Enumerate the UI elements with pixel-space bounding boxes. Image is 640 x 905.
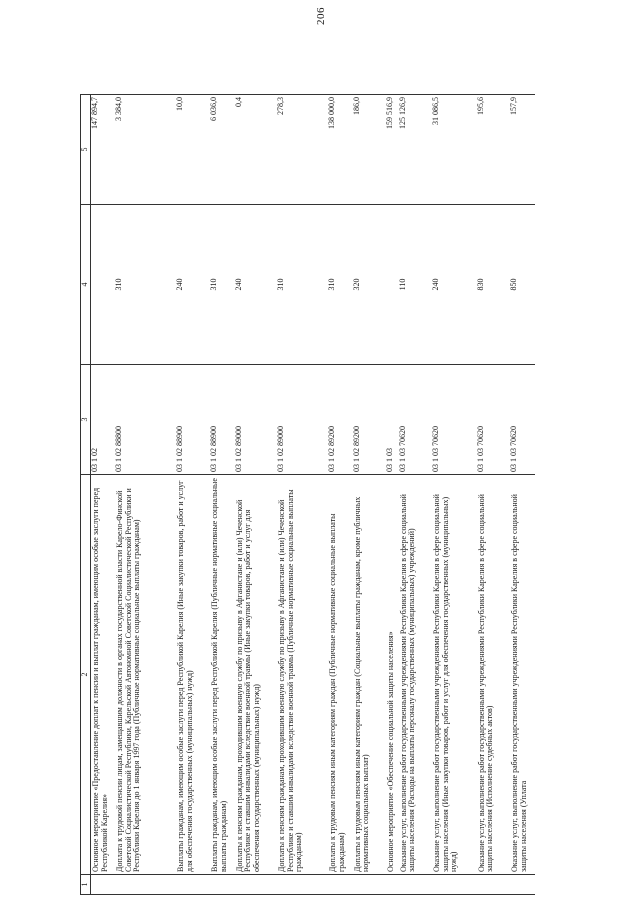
- row-index-cell: [176, 875, 210, 895]
- amount-cell: 157,9: [510, 95, 535, 205]
- amount-cell: 10,0: [176, 95, 210, 205]
- type-cell: 240: [176, 205, 210, 365]
- row-index-cell: [328, 875, 353, 895]
- amount-cell: 6 036,0: [210, 95, 235, 205]
- table-row: [115, 95, 176, 895]
- type-cell: 310: [328, 205, 353, 365]
- type-cell: 310: [210, 205, 235, 365]
- header-col-2: 2: [81, 475, 91, 875]
- description-cell: Доплаты к трудовым пенсиям иным категориям граждан (Социальные выплаты гражданам, кроме публичных нормативных социальных выплат): [353, 475, 387, 875]
- amount-cell: 138 000,0: [328, 95, 353, 205]
- code-cell: 03 1 02 88900: [176, 365, 210, 475]
- table-row: [235, 95, 277, 895]
- description-cell: Оказание услуг, выполнение работ государственными учреждениями Республики Карелия в сфере социальной защиты населения (Иные закупки товаров, работ и услуг для обеспечения государственных (муниципальных) нужд): [432, 475, 477, 875]
- code-cell: 03 1 02 89200: [353, 365, 387, 475]
- table-row: [176, 95, 210, 895]
- type-cell: [91, 205, 116, 365]
- amount-cell: 159 516,9: [386, 95, 398, 205]
- code-cell: 03 1 03: [386, 365, 398, 475]
- amount-cell: 0,4: [235, 95, 277, 205]
- table-row: [210, 95, 235, 895]
- type-cell: 850: [510, 205, 535, 365]
- page-number: 206: [315, 7, 327, 25]
- amount-cell: 278,3: [277, 95, 328, 205]
- row-index-cell: [277, 875, 328, 895]
- type-cell: 320: [353, 205, 387, 365]
- table-row: [353, 95, 387, 895]
- description-cell: Оказание услуг, выполнение работ государственными учреждениями Республики Карелия в сфере социальной защиты населения (Уплата: [510, 475, 535, 875]
- table-row: [277, 95, 328, 895]
- table-row: [510, 95, 535, 895]
- row-index-cell: [353, 875, 387, 895]
- description-cell: Доплата к трудовой пенсии лицам, замещавшим должности в органах государственной власти Карело-Финской Советской Социалистической Республики, Карельской Автономной Советской Социалистической Республики и Республики Карелия до 1 января 1997 года (Публичные нормативные социальные выплаты гражданам): [115, 475, 176, 875]
- code-cell: 03 1 02 88800: [115, 365, 176, 475]
- description-cell: Выплаты гражданам, имеющим особые заслуги перед Республикой Карелия (Публичные нормативные социальные выплаты гражданам): [210, 475, 235, 875]
- table-row: [432, 95, 477, 895]
- description-cell: Доплаты к пенсиям гражданам, проходившим военную службу по призыву в Афганистане и (или) Чеченской Республике и ставшим инвалидами вследствие военной травмы (Иные закупки товаров, работ и услуг для обеспечения государственных (муниципальных) нужд): [235, 475, 277, 875]
- header-col-4: 4: [81, 205, 91, 365]
- description-cell: Выплаты гражданам, имеющим особые заслуги перед Республикой Карелия (Иные закупки товаров, работ и услуг для обеспечения государственных (муниципальных) нужд): [176, 475, 210, 875]
- table-row: [477, 95, 511, 895]
- code-cell: 03 1 03 70620: [510, 365, 535, 475]
- amount-cell: 3 384,0: [115, 95, 176, 205]
- amount-cell: 147 894,7: [91, 95, 116, 205]
- row-index-cell: [432, 875, 477, 895]
- code-cell: 03 1 02 89000: [277, 365, 328, 475]
- type-cell: [386, 205, 398, 365]
- code-cell: 03 1 03 70620: [432, 365, 477, 475]
- amount-cell: 31 086,5: [432, 95, 477, 205]
- budget-table-rotated: [80, 95, 535, 895]
- row-index-cell: [510, 875, 535, 895]
- row-index-cell: [399, 875, 433, 895]
- code-cell: 03 1 02: [91, 365, 116, 475]
- table-row: [399, 95, 433, 895]
- code-cell: 03 1 02 89000: [235, 365, 277, 475]
- description-cell: Оказание услуг, выполнение работ государственными учреждениями Республики Карелия в сфере социальной защиты населения (Расходы на выплаты персоналу государственных (муниципальных) учреждений): [399, 475, 433, 875]
- row-index-cell: [115, 875, 176, 895]
- table-row: [91, 95, 116, 895]
- amount-cell: 125 126,9: [399, 95, 433, 205]
- table-header: [81, 95, 91, 895]
- header-col-5: 5: [81, 95, 91, 205]
- table-row: [328, 95, 353, 895]
- row-index-cell: [210, 875, 235, 895]
- description-cell: Оказание услуг, выполнение работ государственными учреждениями Республики Карелия в сфере социальной защиты населения (Исполнение судебных актов): [477, 475, 511, 875]
- type-cell: 310: [115, 205, 176, 365]
- description-cell: Основное мероприятие «Обеспечение социальной защиты населения»: [386, 475, 398, 875]
- header-col-1: 1: [81, 875, 91, 895]
- type-cell: 240: [235, 205, 277, 365]
- description-cell: Доплаты к пенсиям гражданам, проходившим военную службу по призыву в Афганистане и (или) Чеченской Республике и ставшим инвалидами вследствие военной травмы (Публичные нормативные социальные выплаты гражданам): [277, 475, 328, 875]
- code-cell: 03 1 03 70620: [399, 365, 433, 475]
- description-cell: Доплаты к трудовым пенсиям иным категориям граждан (Публичные нормативные социальные выплаты гражданам): [328, 475, 353, 875]
- code-cell: 03 1 02 89200: [328, 365, 353, 475]
- type-cell: 830: [477, 205, 511, 365]
- code-cell: 03 1 02 88900: [210, 365, 235, 475]
- budget-table: [80, 94, 535, 895]
- type-cell: 110: [399, 205, 433, 365]
- table-row: [386, 95, 398, 895]
- type-cell: 310: [277, 205, 328, 365]
- row-index-cell: [91, 875, 116, 895]
- row-index-cell: [235, 875, 277, 895]
- code-cell: 03 1 03 70620: [477, 365, 511, 475]
- type-cell: 240: [432, 205, 477, 365]
- amount-cell: 186,0: [353, 95, 387, 205]
- description-cell: Основное мероприятие «Предоставление доплат к пенсии и выплат гражданам, имеющим особые заслуги перед Республикой Карелия»: [91, 475, 116, 875]
- table-body: [91, 95, 536, 895]
- amount-cell: 195,6: [477, 95, 511, 205]
- row-index-cell: [477, 875, 511, 895]
- row-index-cell: [386, 875, 398, 895]
- header-col-3: 3: [81, 365, 91, 475]
